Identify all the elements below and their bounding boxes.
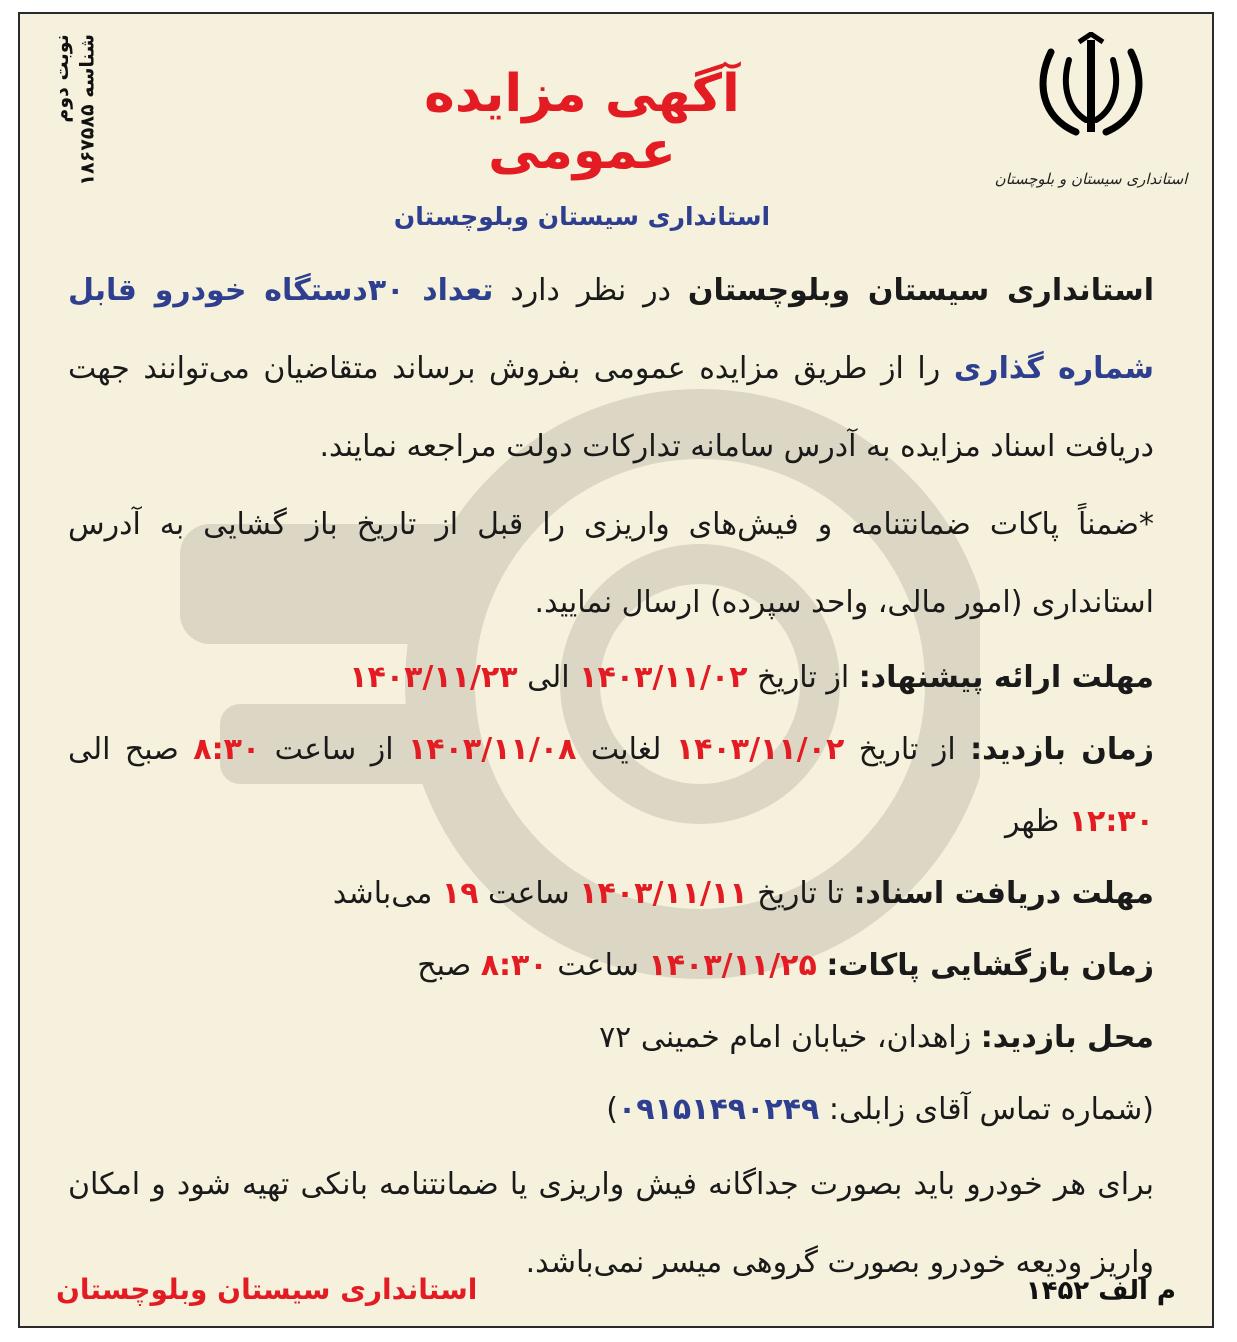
location-text: زاهدان، خیابان امام خمینی ۷۲: [599, 1020, 981, 1055]
visit-noon-text: ظهر: [1004, 804, 1069, 839]
offer-from-text: از تاریخ: [747, 660, 859, 695]
visit-hour-text: از ساعت: [260, 732, 408, 767]
opening-text-2: صبح: [417, 948, 481, 983]
location-row: [68, 1002, 1154, 1074]
visit-end-time: ۱۲:۳۰: [1068, 804, 1154, 839]
docs-text-3: می‌باشد: [332, 876, 442, 911]
docs-time: ۱۹: [441, 876, 479, 911]
docs-row: [68, 858, 1154, 930]
visit-until-text: لغایت: [576, 732, 676, 767]
notice-header: [322, 66, 842, 231]
offer-label: مهلت ارائه پیشنهاد:: [858, 660, 1154, 695]
notice-id: شناسه ۱۸۶۷۵۸۵: [76, 34, 99, 186]
contact-row: [68, 1074, 1154, 1146]
contact-suffix: ): [606, 1092, 618, 1127]
docs-text-2: ساعت: [478, 876, 580, 911]
contact-phone: ۰۹۱۵۱۴۹۰۲۴۹: [617, 1092, 820, 1127]
visit-label: زمان بازدید:: [970, 732, 1154, 767]
visit-morning-text: صبح الی: [68, 732, 194, 767]
docs-label: مهلت دریافت اسناد:: [853, 876, 1154, 911]
location-label: محل بازدید:: [980, 1020, 1154, 1055]
opening-date: ۱۴۰۳/۱۱/۲۵: [648, 948, 817, 983]
visit-from-text: از تاریخ: [844, 732, 971, 767]
emblem-caption: استانداری سیستان و بلوچستان: [994, 170, 1188, 188]
offer-to-date: ۱۴۰۳/۱۱/۲۳: [349, 660, 518, 695]
footer-org: استانداری سیستان وبلوچستان: [56, 1273, 478, 1306]
opening-text-1: ساعت: [547, 948, 649, 983]
visit-start-time: ۸:۳۰: [193, 732, 261, 767]
visit-to-date: ۱۴۰۳/۱۱/۰۸: [408, 732, 577, 767]
notice-body: [68, 252, 1154, 1302]
visit-from-date: ۱۴۰۳/۱۱/۰۲: [675, 732, 845, 767]
note-paragraph: *ضمناً پاکات ضمانتنامه و فیش‌های واریزی را قبل از تاریخ باز گشایی به آدرس استانداری (امور مالی، واحد سپرده) ارسال نمایید.: [68, 507, 1154, 620]
intro-text-2: را از طریق مزایده عمومی بفروش برساند متقاضیان می‌توانند جهت دریافت اسناد مزایده به آدرس سامانه تدارکات دولت مراجعه نمایند.: [68, 351, 1154, 464]
visit-row: [68, 714, 1154, 858]
docs-date: ۱۴۰۳/۱۱/۱۱: [579, 876, 748, 911]
footer-ref: م الف ۱۴۵۲: [1025, 1276, 1176, 1306]
offer-from-date: ۱۴۰۳/۱۱/۰۲: [579, 660, 748, 695]
iran-emblem-icon: [1031, 32, 1151, 142]
closing-paragraph: برای هر خودرو باید بصورت جداگانه فیش واریزی یا ضمانتنامه بانکی تهیه شود و امکان واریز ودیعه خودرو بصورت گروهی میسر نمی‌باشد.: [68, 1167, 1154, 1280]
intro-paragraph: [68, 252, 1154, 486]
intro-org: استانداری سیستان وبلوچستان: [687, 273, 1154, 308]
page-subtitle: استانداری سیستان وبلوچستان: [393, 202, 771, 232]
notice-round: نوبت دوم: [51, 34, 73, 123]
opening-time: ۸:۳۰: [480, 948, 548, 983]
contact-prefix: (شماره تماس آقای زابلی:: [819, 1092, 1154, 1127]
docs-text-1: تا تاریخ: [747, 876, 854, 911]
opening-row: [68, 930, 1154, 1002]
page-title: آگهی مزایده عمومی: [424, 64, 740, 182]
intro-vehicles: تعداد ۳۰دستگاه خودرو قابل شماره گذاری: [68, 273, 1154, 386]
opening-label: زمان بازگشایی پاکات:: [826, 948, 1154, 983]
intro-text-1: در نظر دارد: [493, 273, 688, 308]
offer-to-text: الی: [517, 660, 580, 695]
side-note: [50, 34, 101, 186]
offer-row: [68, 642, 1154, 714]
auction-notice: [18, 12, 1214, 1328]
emblem-block: [986, 32, 1196, 188]
